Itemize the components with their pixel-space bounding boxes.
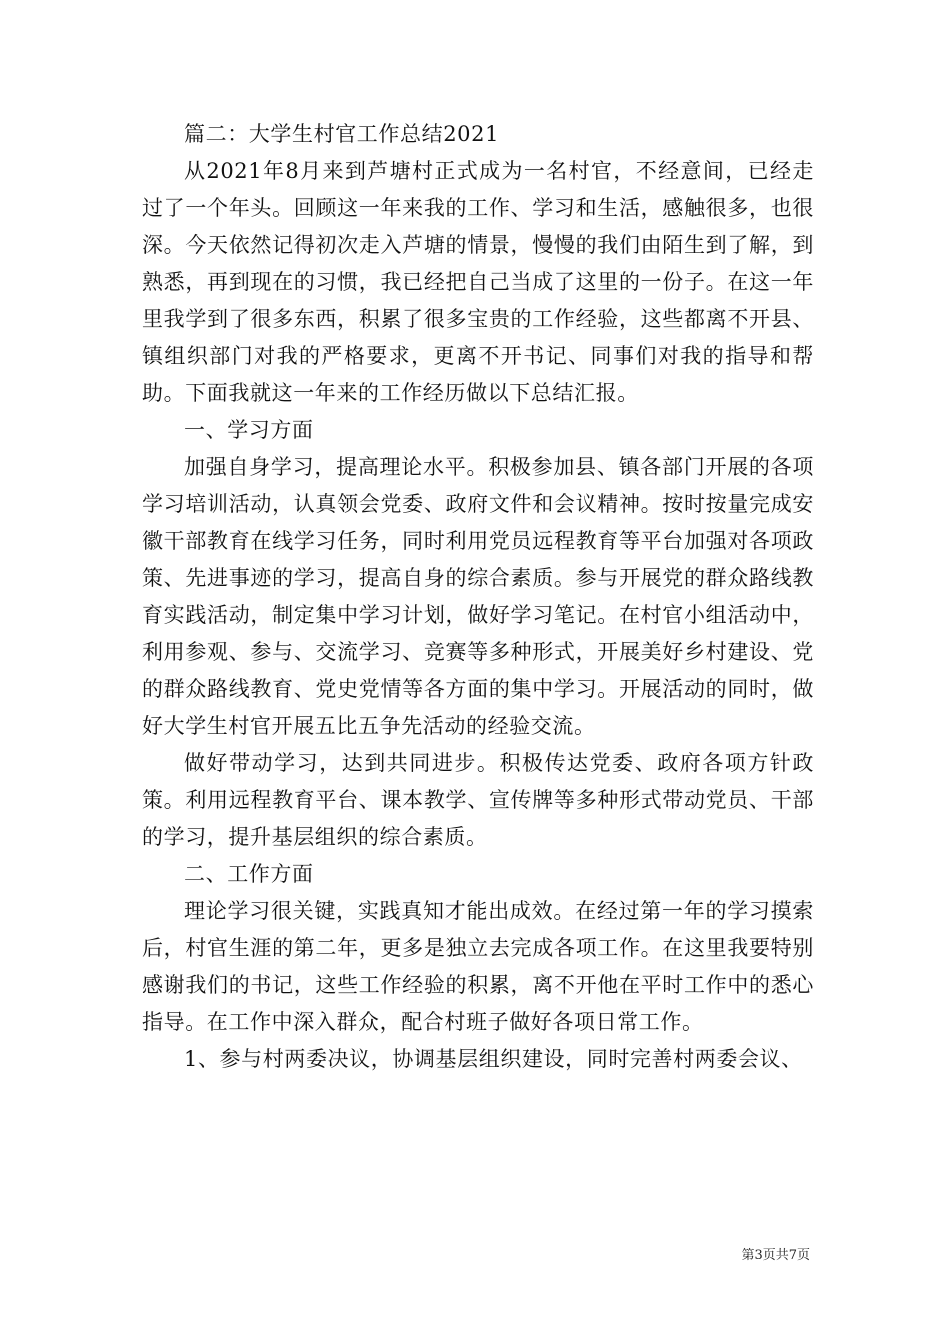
heading-work: 二、工作方面 xyxy=(184,862,314,886)
page-number: 第3页共7页 xyxy=(741,1248,810,1263)
paragraph-self-study: 加强自身学习，提高理论水平。积极参加县、镇各部门开展的各项学习培训活动，认真领会党委、政府文件和会议精神。按时按量完成安徽干部教育在线学习任务，同时利用党员远程教育等平台加强对各项政策、先进事迹的学习，提高自身的综合素质。参与开展党的群众路线教育实践活动，制定集中学习计划，做好学习笔记。在村官小组活动中，利用参观、参与、交流学习、竞赛等多种形式，开展美好乡村建设、党的群众路线教育、党史党情等各方面的集中学习。开展活动的同时，做好大学生村官开展五比五争先活动的经验交流。 xyxy=(142,455,814,738)
section-title: 篇二：大学生村官工作总结2021 xyxy=(184,122,500,146)
paragraph-lead-study: 做好带动学习，达到共同进步。积极传达党委、政府各项方针政策。利用远程教育平台、课本教学、宣传牌等多种形式带动党员、干部的学习，提升基层组织的综合素质。 xyxy=(142,751,814,849)
paragraph-item-1: 1、参与村两委决议，协调基层组织建设，同时完善村两委会议、 xyxy=(184,1047,803,1071)
document-body xyxy=(142,116,814,1078)
heading-study: 一、学习方面 xyxy=(184,418,314,442)
paragraph-work: 理论学习很关键，实践真知才能出成效。在经过第一年的学习摸索后，村官生涯的第二年，更多是独立去完成各项工作。在这里我要特别感谢我们的书记，这些工作经验的积累，离不开他在平时工作中的悉心指导。在工作中深入群众，配合村班子做好各项日常工作。 xyxy=(142,899,814,1034)
paragraph-intro: 从2021年8月来到芦塘村正式成为一名村官，不经意间，已经走过了一个年头。回顾这一年来我的工作、学习和生活，感触很多，也很深。今天依然记得初次走入芦塘的情景，慢慢的我们由陌生到了解，到熟悉，再到现在的习惯，我已经把自己当成了这里的一份子。在这一年里我学到了很多东西，积累了很多宝贵的工作经验，这些都离不开县、镇组织部门对我的严格要求，更离不开书记、同事们对我的指导和帮助。下面我就这一年来的工作经历做以下总结汇报。 xyxy=(142,159,814,405)
